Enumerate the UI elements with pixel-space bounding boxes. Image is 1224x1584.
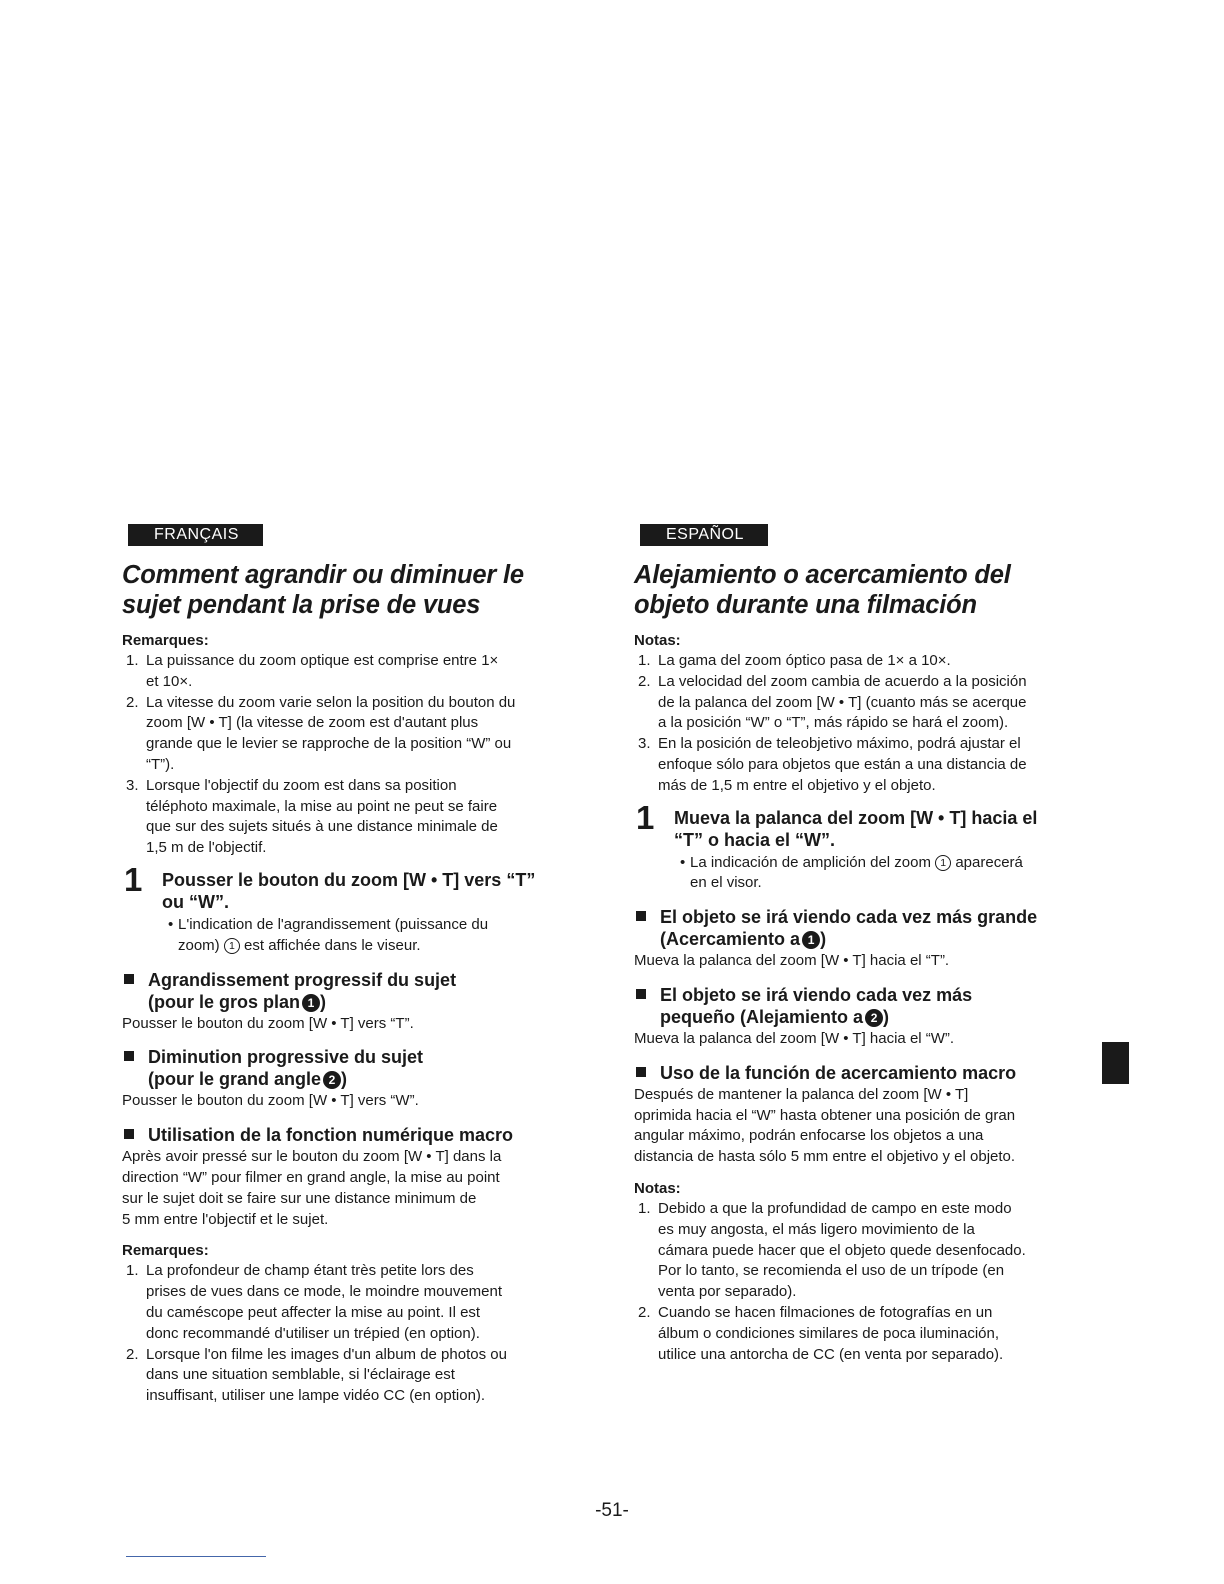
list-item: 3. Lorsque l'objectif du zoom est dans sa position téléphoto maximale, la mise au point ne peut se faire que sur des sujets situés à une distance minimale de 1,5 m de l'objectif. xyxy=(126,776,498,857)
list-item: 1. La puissance du zoom optique est comprise entre 1× et 10×. xyxy=(126,652,499,690)
list-item: 1. La gama del zoom óptico pasa de 1× a 10×. xyxy=(638,652,951,669)
square-bullet-icon xyxy=(124,1051,134,1061)
spanish-column xyxy=(634,524,1074,1365)
bullet: • xyxy=(168,915,174,933)
step-number: 1 xyxy=(124,860,143,898)
square-bullet-icon xyxy=(636,911,646,921)
list-item: 1. Debido a que la profundidad de campo en este modo es muy angosta, el más ligero movimiento de la cámara puede hacer que el objeto quede desenfocado. Por lo tanto, se recomienda el uso de un trípode (en venta por separado). xyxy=(638,1199,1026,1301)
french-remarks-label: Remarques: xyxy=(122,632,209,649)
filled-circle-number-icon: 2 xyxy=(323,1071,341,1089)
square-bullet-icon xyxy=(636,1067,646,1077)
language-tag-spanish: ESPAÑOL xyxy=(640,524,768,546)
list-item: 1. La profondeur de champ étant très petite lors des prises de vues dans ce mode, le moindre mouvement du caméscope peut affecter la mise au point. Il est donc recommandé d'utiliser un trépied (en option). xyxy=(126,1262,503,1342)
filled-circle-number-icon: 2 xyxy=(865,1009,883,1027)
spanish-notes-list xyxy=(634,651,1074,797)
spanish-notes-label: Notas: xyxy=(634,632,681,649)
french-step-1: 1 Pousser le bouton du zoom [W • T] vers “T” ou “W”. • L'indication de l'agrandissement (puissance du zoom) 1 est affichée dans le viseur. xyxy=(122,869,562,957)
language-tag-french: FRANÇAIS xyxy=(128,524,263,546)
french-title: Comment agrandir ou diminuer le sujet pendant la prise de vues xyxy=(122,561,524,619)
spanish-notes2-label: Notas: xyxy=(634,1179,681,1197)
french-remarks-list xyxy=(122,651,562,859)
spanish-title: Alejamiento o acercamiento del objeto durante una filmación xyxy=(634,561,1011,619)
page-number: -51- xyxy=(595,1500,629,1521)
circled-number-icon: 1 xyxy=(224,938,240,954)
square-bullet-icon xyxy=(124,974,134,984)
circled-number-icon: 1 xyxy=(935,855,951,871)
square-bullet-icon xyxy=(124,1129,134,1139)
french-column xyxy=(122,524,562,1407)
list-item: 2. La velocidad del zoom cambia de acuerdo a la posición de la palanca del zoom [W • T] (cuanto más se acerque a la posición “W” o “T”, más rápido se hará el zoom). xyxy=(638,672,1027,732)
french-section-macro: Utilisation de la fonction numérique macro Après avoir pressé sur le bouton du zoom [W • T] dans la direction “W” pour filmer en grand angle, la mise au point sur le sujet doit se faire sur une distance minimum de 5 mm entre l'objectif et le sujet. xyxy=(122,1125,514,1228)
spanish-section-zoom-out: El objeto se irá viendo cada vez más pequeño (Alejamiento a 2 ) Mueva la palanca del zoom [W • T] hacia el “W”. xyxy=(634,984,973,1047)
french-remarks2-label: Remarques: xyxy=(122,1242,209,1260)
section-edge-tab xyxy=(1102,1042,1129,1084)
spanish-notes2-list xyxy=(634,1199,1074,1365)
list-item: 2. La vitesse du zoom varie selon la position du bouton du zoom [W • T] (la vitesse de zoom est d'autant plus grande que le levier se rapproche de la position “W” ou “T”). xyxy=(126,693,516,773)
bullet: • xyxy=(680,853,686,871)
spanish-section-macro: Uso de la función de acercamiento macro Después de mantener la palanca del zoom [W • T] oprimida hacia el “W” hasta obtener una posición de gran angular máximo, podrán enfocarse los objetos a una distancia de hasta sólo 5 mm entre el objetivo y el objeto. xyxy=(634,1062,1017,1166)
step-note: • La indicación de amplición del zoom 1 aparecerá en el visor. xyxy=(680,853,1023,892)
spanish-section-zoom-in: El objeto se irá viendo cada vez más grande (Acercamiento a 1 ) Mueva la palanca del zoom [W • T] hacia el “T”. xyxy=(634,907,1038,970)
step-number: 1 xyxy=(636,798,655,836)
french-section-zoom-out: Diminution progressive du sujet (pour le grand angle 2 ) Pousser le bouton du zoom [W • T] vers “W”. xyxy=(122,1047,424,1110)
french-section-zoom-in: Agrandissement progressif du sujet (pour le gros plan 1 ) Pousser le bouton du zoom [W • T] vers “T”. xyxy=(122,969,457,1032)
list-item: 2. Cuando se hacen filmaciones de fotografías en un álbum o condiciones similares de poca iluminación, utilice una antorcha de CC (en venta por separado). xyxy=(638,1303,1004,1363)
footer-rule xyxy=(126,1556,266,1557)
square-bullet-icon xyxy=(636,989,646,999)
filled-circle-number-icon: 1 xyxy=(302,994,320,1012)
spanish-step-1: 1 Mueva la palanca del zoom [W • T] hacia el “T” o hacia el “W”. • La indicación de amplición del zoom 1 aparecerá en el visor. xyxy=(634,807,1074,895)
step-note: • L'indication de l'agrandissement (puissance du zoom) 1 est affichée dans le viseur. xyxy=(168,915,489,954)
list-item: 2. Lorsque l'on filme les images d'un album de photos ou dans une situation semblable, si l'éclairage est insuffisant, utiliser une lampe vidéo CC (en option). xyxy=(126,1345,507,1405)
french-remarks2-list xyxy=(122,1261,562,1407)
list-item: 3. En la posición de teleobjetivo máximo, podrá ajustar el enfoque sólo para objetos que están a una distancia de más de 1,5 m entre el objetivo y el objeto. xyxy=(638,735,1027,794)
filled-circle-number-icon: 1 xyxy=(802,931,820,949)
